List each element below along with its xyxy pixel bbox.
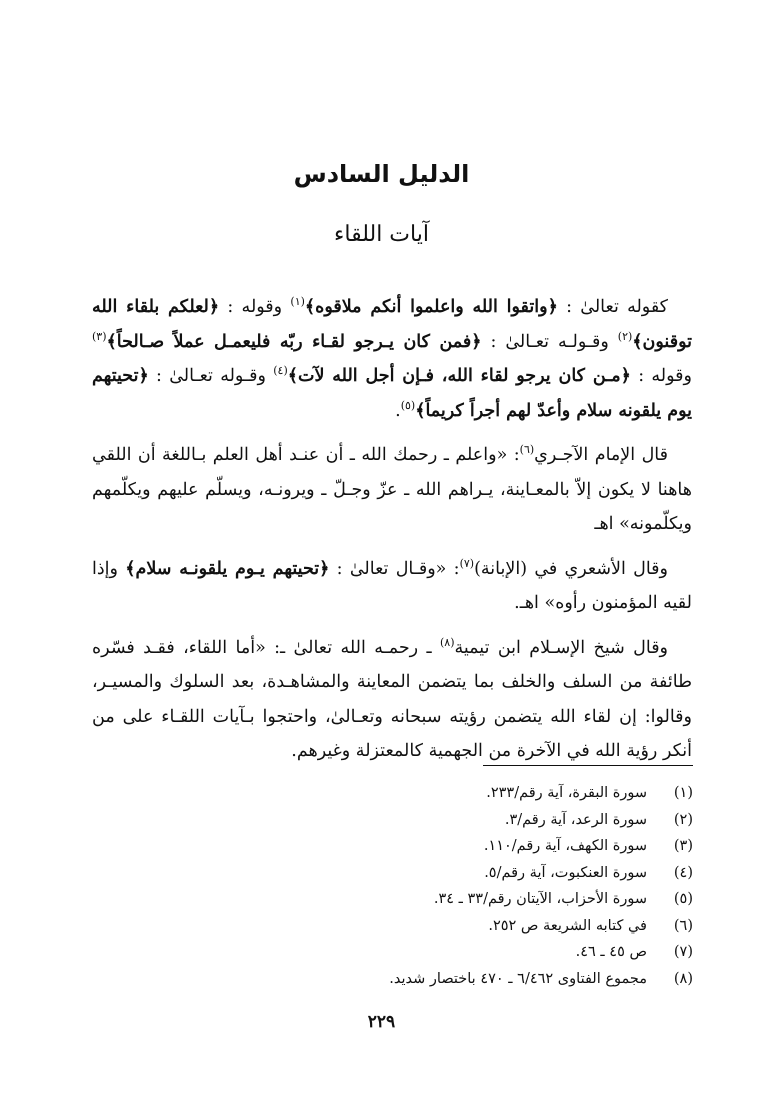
footnote <box>273 939 693 966</box>
footnotes <box>273 780 693 992</box>
footnote <box>273 966 693 993</box>
text-run: وقوله : <box>630 366 692 386</box>
footnote-marker: (١) <box>290 295 305 309</box>
footnote <box>273 913 693 940</box>
footnote-number: (١) <box>673 785 693 801</box>
footnote-number: (٧) <box>673 944 693 960</box>
text-run: : «واعلم ـ رحمك الله ـ أن عنـد أهل العلم بـاللغة أن اللقي هاهنا لا يكون إلاّ بالمعـاينة، يـراهم الله ـ عزّ وجـلّ ـ ويرونـه، ويسلّم عليهم ويكلّمهم ويكلّمونه» اهـ <box>92 445 692 534</box>
main-text <box>92 290 692 779</box>
footnote-text: سورة الكهف، آية رقم/١١٠. <box>483 838 647 854</box>
footnote <box>273 780 693 807</box>
paragraph-1 <box>92 290 692 428</box>
footnote-marker: (٤) <box>273 364 288 378</box>
quran-quote: ﴿واتقوا الله واعلموا أنكم ملاقوه﴾ <box>304 297 558 317</box>
text-run: وقـوله تعـالىٰ : <box>148 366 274 386</box>
text-run: ـ رحمـه الله تعالىٰ ـ: «أما اللقاء، فقـد فسّره طائفة من السلف والخلف بما يتضمن المعاينة والمشاهـدة، بعد السلوك والمسيـر، وقالوا: إن لقاء الله يتضمن رؤيته سبحانه وتعـالىٰ، واحتجوا بـآيات اللقـاء على من أنكر رؤية الله في الآخرة من الجهمية كالمعتزلة وغيرهم. <box>92 637 692 761</box>
quran-quote: ﴿لعلكم بلقاء الله توقنون﴾ <box>92 297 692 352</box>
text-run: كقوله تعالىٰ : <box>557 297 669 317</box>
text-run: قال الإمام الآجـري <box>534 445 669 465</box>
footnote-marker: (٢) <box>617 329 633 343</box>
footnote-marker: (٣) <box>92 329 107 343</box>
quran-quote: ﴿مـن كان يرجو لقاء الله، فـإن أجل الله لآت﴾ <box>287 366 631 386</box>
footnote-text: سورة البقرة، آية رقم/٢٣٣. <box>486 785 647 801</box>
footnote-number: (٣) <box>673 838 693 854</box>
footnote-marker: (٧) <box>459 556 475 570</box>
text-run: وقوله : <box>219 297 291 317</box>
quran-quote: ﴿تحيتهم يوم يلقونه سلام وأعدّ لهم أجراً كريماً﴾ <box>92 366 692 421</box>
footnote-number: (٦) <box>673 917 693 934</box>
footnote-marker: (٨) <box>440 635 455 649</box>
footnote-text: في كتابه الشريعة ص ٢٥٢. <box>488 917 647 934</box>
text-run: وإذا لقيه المؤمنون رأوه» اهـ. <box>92 558 692 613</box>
text-run: وقـولـه تعـالىٰ : <box>481 331 618 352</box>
paragraph-4 <box>92 631 692 769</box>
footnote-text: سورة الأحزاب، الآيتان رقم/٣٣ ـ ٣٤. <box>433 891 647 907</box>
footnote-number: (٨) <box>673 970 693 987</box>
footnote <box>273 833 693 860</box>
footnote <box>273 860 693 887</box>
footnote-text: سورة الرعد، آية رقم/٣. <box>504 811 647 828</box>
footnote-marker: (٥) <box>400 398 416 412</box>
footnote-number: (٢) <box>673 811 693 828</box>
footnote-text: ص ٤٥ ـ ٤٦. <box>575 944 647 960</box>
text-run: وقال شيخ الإسـلام ابن تيمية <box>454 637 669 658</box>
footnote <box>273 886 693 913</box>
footnote-text: سورة العنكبوت، آية رقم/٥. <box>484 864 647 881</box>
text-run: . <box>395 400 401 421</box>
page-number: ٢٢٩ <box>367 1012 396 1032</box>
footnote-text: مجموع الفتاوى ٦/٤٦٢ ـ ٤٧٠ باختصار شديد. <box>389 970 647 987</box>
footnote-separator <box>483 765 693 766</box>
footnote-number: (٥) <box>673 891 693 907</box>
quran-quote: ﴿فمن كان يـرجو لقـاء ربّه فليعمـل عملاً صـالحاً﴾ <box>106 331 482 352</box>
text-run: : «وقـال تعالىٰ : <box>329 558 460 579</box>
chapter-title: الدليل السادس <box>293 160 470 188</box>
paragraph-2 <box>92 438 692 542</box>
footnote <box>273 807 693 834</box>
quran-quote: ﴿تحيتهم يـوم يلقونـه سلام﴾ <box>125 558 330 579</box>
paragraph-3 <box>92 552 692 621</box>
footnote-marker: (٦) <box>519 443 535 457</box>
footnote-number: (٤) <box>673 864 693 881</box>
text-run: وقال الأشعري في (الإبانة) <box>474 558 669 579</box>
section-title: آيات اللقاء <box>334 222 429 247</box>
